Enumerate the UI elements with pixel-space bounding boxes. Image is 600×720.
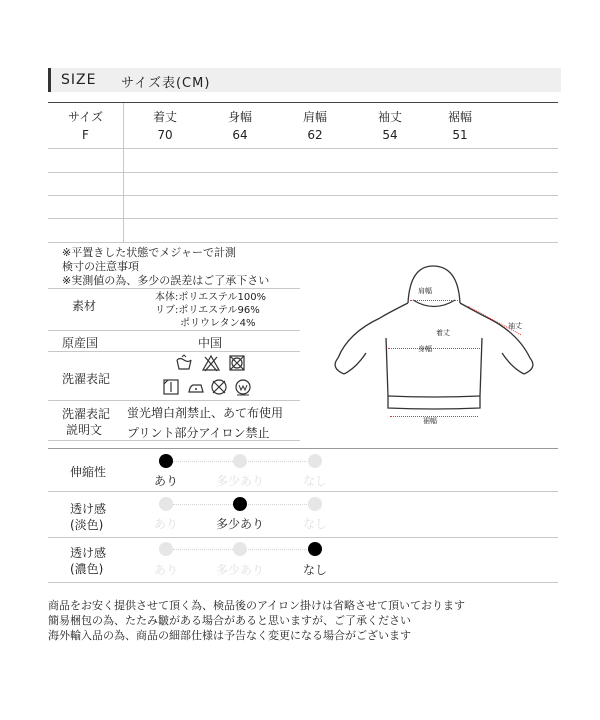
size-label: SIZE <box>61 72 97 88</box>
length-value: 70 <box>157 128 173 142</box>
sheer-dark-option-no: なし <box>302 563 327 577</box>
size-table-title: サイズ表(CM) <box>121 76 211 91</box>
footer-note-3: 海外輸入品の為、商品の細部仕様は予告なく変更になる場合がございます <box>48 629 411 642</box>
col-header-sleeve: 袖丈 <box>377 110 402 124</box>
note-1: ※平置きした状態でメジャーで計測 <box>62 246 236 259</box>
no-bleach-icon <box>202 354 220 372</box>
shoulder-value: 62 <box>307 128 323 142</box>
sheer-light-dot-yes <box>159 497 173 511</box>
sleeve-value: 54 <box>382 128 398 142</box>
sheer-dark-label: 透け感 <box>70 546 107 560</box>
sheer-light-option-yes: あり <box>153 517 178 531</box>
wash-desc-text-2: プリント部分アイロン禁止 <box>127 426 270 440</box>
wash-desc-text-1: 蛍光増白剤禁止、あて布使用 <box>127 406 284 420</box>
sheer-light-option-no: なし <box>302 517 327 531</box>
length-mark: 着丈 <box>436 329 450 337</box>
hand-wash-40-icon <box>175 354 193 372</box>
stretch-dot-some <box>233 454 247 468</box>
no-tumble-dry-icon <box>228 354 246 372</box>
sheer-light-label: 透け感 <box>70 502 107 516</box>
no-dry-clean-icon <box>210 378 228 396</box>
col-header-shoulder: 肩幅 <box>302 110 327 124</box>
sheer-light-sublabel: (淡色) <box>70 518 104 532</box>
hoodie-outline-icon <box>318 258 558 433</box>
sleeve-mark: 袖丈 <box>508 322 522 330</box>
shoulder-mark: 肩幅 <box>418 287 432 295</box>
size-value: F <box>82 128 89 142</box>
sheer-light-dot-no <box>308 497 322 511</box>
stretch-option-yes: あり <box>153 474 178 488</box>
material-label: 素材 <box>72 299 97 313</box>
col-header-length: 着丈 <box>152 110 177 124</box>
sheer-light-dot-some <box>233 497 247 511</box>
origin-value: 中国 <box>198 336 223 350</box>
material-line-1: 本体:ポリエステル100% <box>155 292 267 303</box>
wet-clean-icon <box>234 378 252 396</box>
material-line-2: リブ:ポリエステル96% <box>155 305 260 316</box>
wash-label: 洗濯表記 <box>62 372 111 386</box>
chest-value: 64 <box>232 128 248 142</box>
sheer-dark-option-some: 多少あり <box>215 563 264 577</box>
iron-low-icon <box>187 378 205 396</box>
col-header-size: サイズ <box>67 110 104 124</box>
sheer-dark-option-yes: あり <box>153 563 178 577</box>
section-header <box>48 68 561 92</box>
hem-mark: 裾幅 <box>423 417 437 425</box>
stretch-dot-no <box>308 454 322 468</box>
note-2: 検寸の注意事項 <box>62 260 139 273</box>
origin-label: 原産国 <box>62 336 99 350</box>
garment-diagram <box>318 258 558 433</box>
wash-desc-label-1: 洗濯表記 <box>62 407 111 421</box>
stretch-option-some: 多少あり <box>215 474 264 488</box>
footer-note-1: 商品をお安く提供させて頂く為、検品後のアイロン掛けは省略させて頂いております <box>48 599 466 612</box>
hem-value: 51 <box>452 128 468 142</box>
sheer-dark-dot-yes <box>159 542 173 556</box>
col-header-hem: 裾幅 <box>447 110 472 124</box>
stretch-dot-yes <box>159 454 173 468</box>
sheer-dark-sublabel: (濃色) <box>70 562 104 576</box>
footer-note-2: 簡易梱包の為、たたみ皺がある場合があると思いますが、ご了承ください <box>48 614 411 627</box>
note-3: ※実測値の為、多少の誤差はご了承下さい <box>62 274 270 287</box>
sheer-dark-dot-some <box>233 542 247 556</box>
drip-dry-shade-icon <box>162 378 180 396</box>
sheer-dark-dot-no <box>308 542 322 556</box>
chest-mark: 身幅 <box>418 345 432 353</box>
material-line-3: ポリウレタン4% <box>180 318 256 329</box>
sheer-light-option-some: 多少あり <box>215 517 264 531</box>
stretch-option-no: なし <box>302 474 327 488</box>
col-header-chest: 身幅 <box>227 110 252 124</box>
stretch-label: 伸縮性 <box>70 465 107 479</box>
wash-desc-label-2: 説明文 <box>66 423 103 437</box>
